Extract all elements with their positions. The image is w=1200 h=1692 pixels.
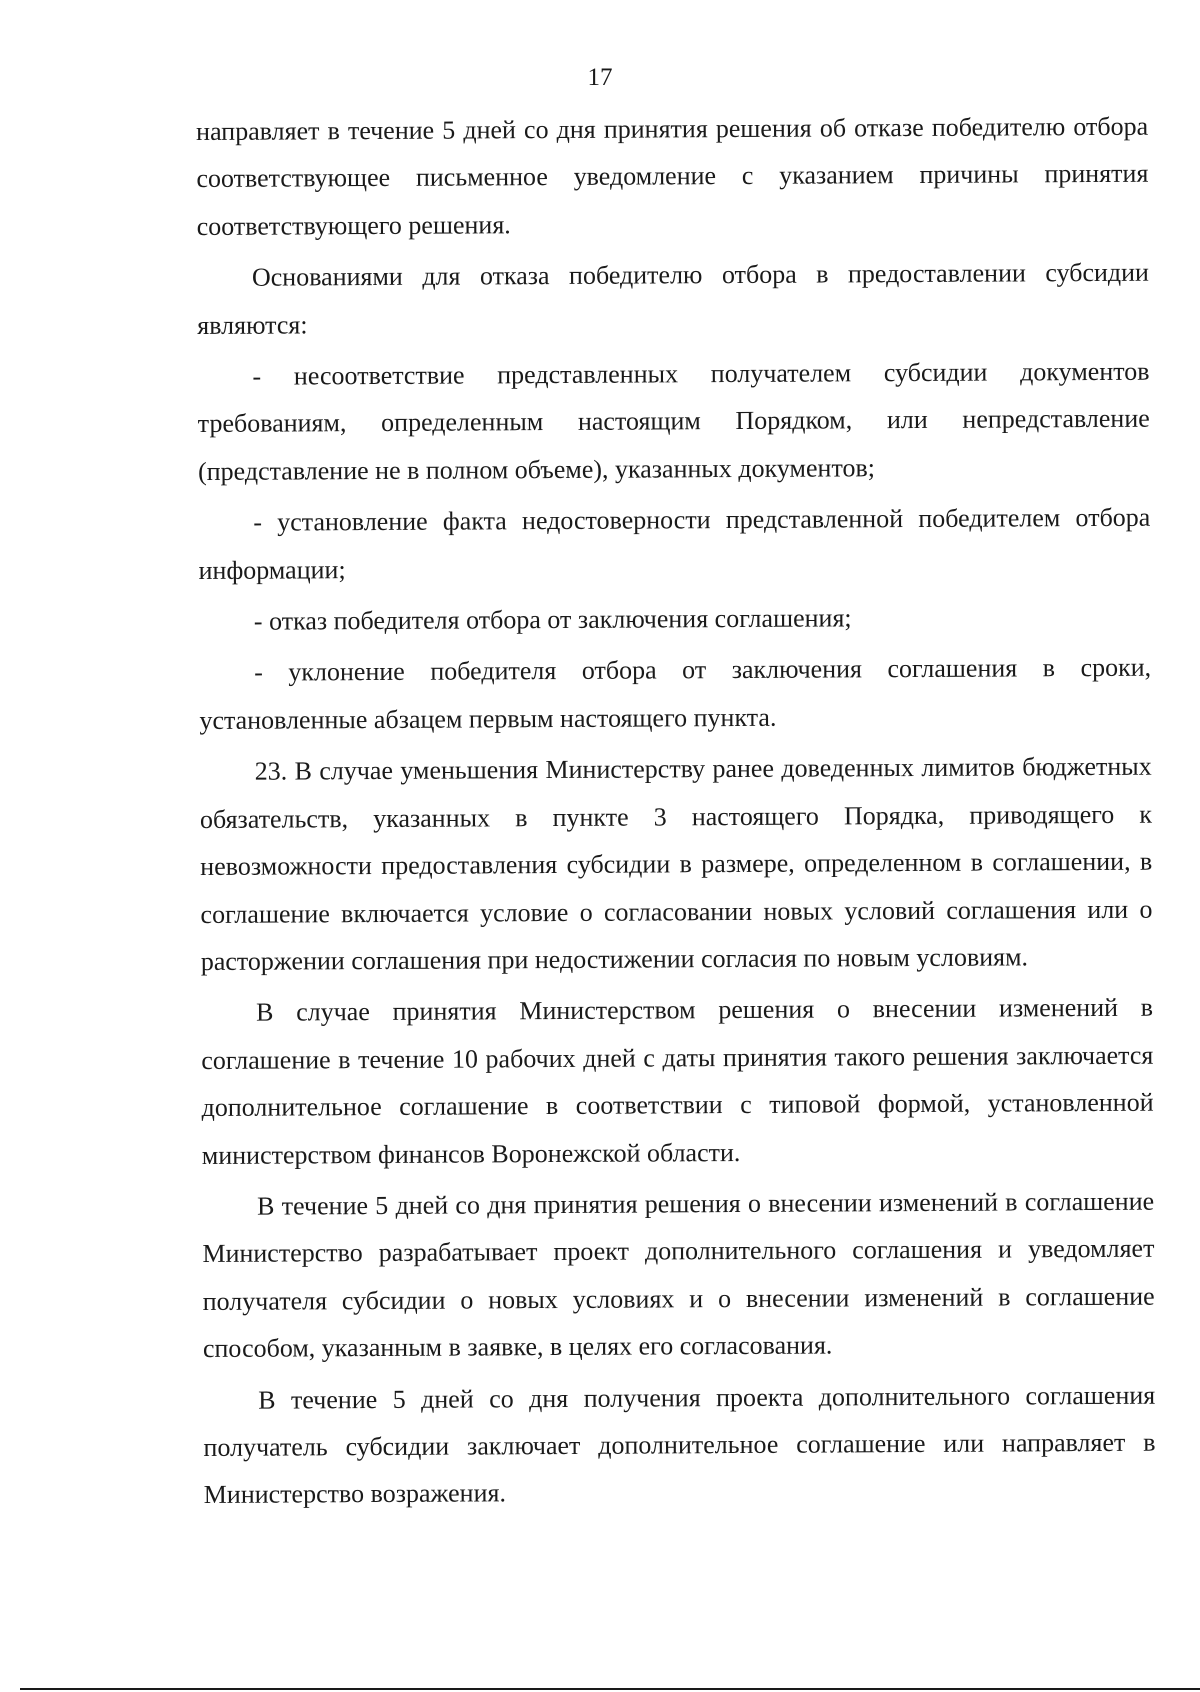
paragraph: В течение 5 дней со дня получения проекта дополнительного соглашения получатель субсидии заключает дополнительное соглашение или направляет в Министерство возражения. [203, 1380, 1156, 1510]
list-item: - несоответствие представленных получателем субсидии документов требованиям, определенным настоящим Порядком, или непредставление (представление не в полном объеме), указанных документов; [197, 356, 1150, 486]
list-item: - уклонение победителя отбора от заключения соглашения в сроки, установленные абзацем первым настоящего пункта. [199, 653, 1152, 735]
paragraph: 23. В случае уменьшения Министерству ранее доведенных лимитов бюджетных обязательств, указанных в пункте 3 настоящего Порядка, приводящего к невозможности предоставления субсидии в размере, определенном в соглашении, в соглашение включается условие о согласовании новых условий соглашения или о расторжении соглашения при недостижении согласия по новым условиям. [199, 751, 1153, 976]
paragraph: направляет в течение 5 дней со дня принятия решения об отказе победителю отбора соответствующее письменное уведомление с указанием причины принятия соответствующего решения. [196, 111, 1149, 241]
list-item: - отказ победителя отбора от заключения соглашения; [253, 603, 852, 636]
document-body [196, 103, 1156, 1519]
paragraph: В случае принятия Министерством решения о внесении изменений в соглашение в течение 10 рабочих дней с даты принятия такого решения заключается дополнительное соглашение в соответствии с типовой формой, установленной министерством финансов Воронежской области. [201, 992, 1154, 1170]
page-number: 17 [587, 64, 613, 91]
bottom-divider [20, 1688, 1200, 1690]
list-item: - установление факта недостоверности представленной победителем отбора информации; [198, 502, 1151, 585]
paragraph: В течение 5 дней со дня принятия решения о внесении изменений в соглашение Министерство разрабатывает проект дополнительного соглашения и уведомляет получателя субсидии о новых условиях и о внесении изменений в соглашение способом, указанным в заявке, в целях его согласования. [202, 1186, 1155, 1364]
paragraph: Основаниями для отказа победителю отбора в предоставлении субсидии являются: [197, 257, 1150, 340]
